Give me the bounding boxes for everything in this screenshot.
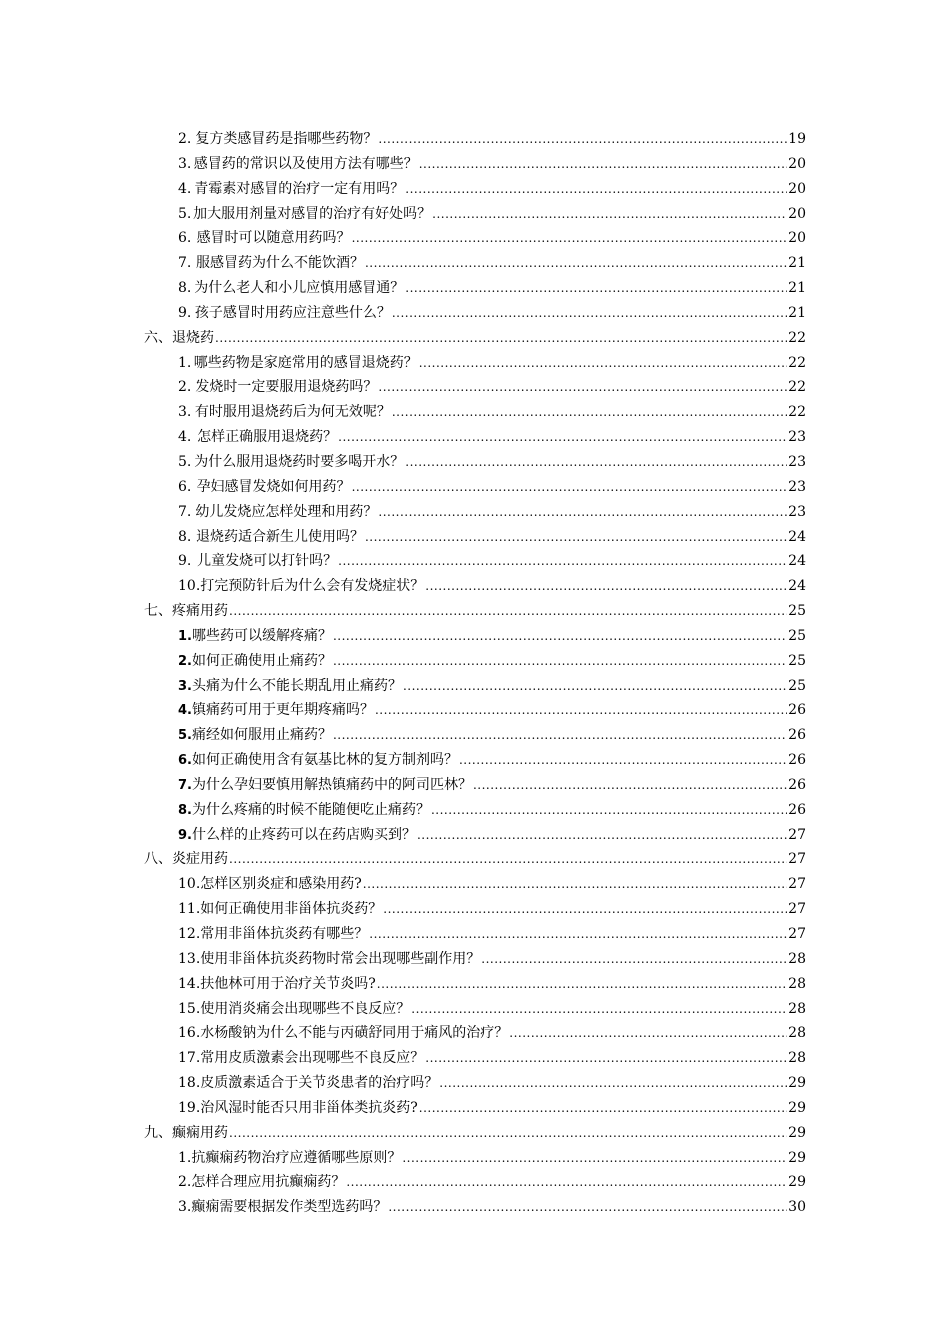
toc-entry[interactable]: [0, 547, 950, 572]
toc-page-number: 23: [788, 453, 806, 470]
toc-entry-number: 5.: [178, 728, 192, 744]
toc-page-number: 26: [788, 702, 806, 719]
toc-entry[interactable]: [0, 970, 950, 995]
toc-entry-title: 怎样区别炎症和感染用药?: [200, 876, 362, 893]
toc-entry-title: 为什么疼痛的时候不能随便吃止痛药？: [191, 801, 430, 818]
toc-entry[interactable]: [0, 125, 950, 150]
toc-entry-title: 九、癫痫用药: [144, 1124, 228, 1141]
toc-entry-title: 退烧药适合新生儿使用吗？: [195, 528, 364, 545]
toc-page-number: 22: [788, 379, 806, 396]
toc-page-number: 24: [788, 578, 806, 595]
toc-entry-number: 10.: [178, 578, 201, 595]
dot-leader: [509, 1026, 787, 1040]
toc-entry-title: 怎样合理应用抗癫痫药？: [191, 1174, 346, 1191]
toc-entry-number: 2.: [178, 379, 192, 396]
dot-leader: [377, 977, 787, 991]
toc-entry[interactable]: [0, 398, 950, 423]
dot-leader: [425, 1051, 787, 1065]
toc-entry-number: 5.: [178, 205, 192, 222]
toc-entry[interactable]: [0, 473, 950, 498]
toc-page-number: 25: [788, 652, 806, 669]
toc-page-number: 21: [788, 280, 806, 297]
toc-page-number: 28: [788, 1050, 806, 1067]
toc-entry[interactable]: [0, 622, 950, 647]
toc-entry-number: 6.: [178, 478, 192, 495]
toc-entry-number: 1.: [178, 628, 192, 644]
toc-entry-title: 头痛为什么不能长期乱用止痛药？: [191, 677, 402, 694]
dot-leader: [375, 703, 787, 717]
toc-entry-number: 8.: [178, 528, 192, 545]
toc-entry-title: 加大服用剂量对感冒的治疗有好处吗？: [193, 205, 432, 222]
toc-entry-title: 常用非甾体抗炎药有哪些？: [200, 926, 369, 942]
toc-entry[interactable]: [0, 448, 950, 473]
toc-entry-title: 痛经如何服用止痛药？: [191, 727, 332, 744]
toc-page-number: 29: [788, 1124, 806, 1141]
toc-entry[interactable]: [0, 995, 950, 1020]
toc-page-number: 21: [788, 304, 806, 321]
dot-leader: [419, 157, 787, 171]
toc-entry[interactable]: [0, 796, 950, 821]
toc-entry-number: 19.: [178, 1099, 201, 1116]
dot-leader: [365, 256, 787, 270]
toc-entry-title: 水杨酸钠为什么不能与丙磺舒同用于痛风的治疗？: [200, 1025, 509, 1042]
dot-leader: [439, 1076, 787, 1090]
toc-entry[interactable]: [0, 1044, 950, 1069]
toc-entry-title: 八、炎症用药: [144, 851, 228, 868]
toc-entry-number: 6.: [178, 230, 192, 247]
toc-entry[interactable]: [0, 895, 950, 920]
toc-entry-title: 孕妇感冒发烧如何用药？: [196, 478, 351, 495]
toc-entry-number: 10.: [178, 876, 201, 893]
toc-entry[interactable]: [0, 423, 950, 448]
toc-entry[interactable]: [0, 1144, 950, 1169]
toc-entry[interactable]: [0, 870, 950, 895]
toc-page-number: 20: [788, 205, 806, 222]
toc-entry-title: 癫痫需要根据发作类型选药吗？: [191, 1199, 388, 1216]
toc-entry-title: 感冒药的常识以及使用方法有哪些？: [193, 155, 418, 172]
dot-leader: [338, 430, 787, 444]
dot-leader: [419, 1101, 787, 1115]
toc-entry-number: 3.: [178, 155, 192, 172]
toc-page-number: 23: [788, 429, 806, 446]
toc-page-number: 28: [788, 975, 806, 992]
toc-entry[interactable]: [0, 349, 950, 374]
dot-leader: [473, 778, 787, 792]
toc-entry-title: 服感冒药为什么不能饮酒？: [195, 255, 364, 272]
dot-leader: [459, 753, 787, 767]
toc-entry-title: 为什么老人和小儿应慎用感冒通？: [194, 280, 405, 297]
dot-leader: [403, 679, 787, 693]
toc-entry-title: 治风湿时能否只用非甾体类抗炎药?: [200, 1099, 418, 1116]
toc-entry[interactable]: [0, 498, 950, 523]
toc-entry-title: 镇痛药可用于更年期疼痛吗？: [191, 702, 374, 719]
toc-entry-title: 儿童发烧可以打针吗？: [197, 553, 338, 570]
dot-leader: [388, 1200, 787, 1214]
toc-entry-title: 为什么孕妇要慎用解热镇痛药中的阿司匹林？: [191, 776, 472, 793]
toc-entry-title: 如何正确使用止痛药？: [191, 652, 332, 669]
toc-entry-number: 16.: [178, 1025, 201, 1042]
toc-page-number: 22: [788, 329, 806, 346]
toc-entry[interactable]: [0, 945, 950, 970]
toc-page-number: 29: [788, 1099, 806, 1116]
toc-entry-number: 4.: [178, 703, 192, 719]
toc-entry-title: 皮质激素适合于关节炎患者的治疗吗？: [200, 1075, 439, 1092]
toc-entry-number: 13.: [178, 950, 201, 967]
toc-entry-number: 15.: [178, 1000, 201, 1017]
toc-entry-number: 6.: [178, 753, 192, 769]
toc-entry-number: 9.: [178, 304, 192, 321]
toc-entry-title: 哪些药可以缓解疼痛？: [191, 627, 332, 644]
toc-page-number: 27: [788, 926, 806, 942]
toc-entry-number: 2.: [178, 653, 192, 669]
toc-entry[interactable]: [0, 647, 950, 672]
toc-entry-number: 9.: [178, 553, 192, 570]
toc-page-number: 26: [788, 752, 806, 769]
toc-entry-number: 18.: [178, 1075, 201, 1092]
toc-entry-number: 7.: [178, 503, 192, 520]
dot-leader: [378, 505, 787, 519]
dot-leader: [383, 902, 787, 916]
dot-leader: [363, 877, 787, 891]
toc-entry-number: 7.: [178, 255, 192, 272]
toc-entry-title: 哪些药物是家庭常用的感冒退烧药？: [193, 354, 418, 371]
toc-entry-number: 1.: [178, 354, 192, 371]
toc-page-number: 26: [788, 776, 806, 793]
dot-leader: [333, 629, 787, 643]
toc-page-number: 27: [788, 826, 806, 843]
toc-page-number: 23: [788, 503, 806, 520]
toc-entry-title: 复方类感冒药是指哪些药物？: [195, 131, 378, 147]
toc-entry-number: 17.: [178, 1050, 201, 1067]
toc-entry-title: 如何正确使用含有氨基比林的复方制剂吗？: [191, 752, 458, 769]
toc-entry[interactable]: [0, 1069, 950, 1094]
toc-entry-title: 使用非甾体抗炎药物时常会出现哪些副作用？: [200, 950, 481, 967]
dot-leader: [378, 380, 787, 394]
toc-page-number: 24: [788, 528, 806, 545]
toc-entry-number: 8.: [178, 280, 192, 297]
toc-entry-number: 2.: [178, 1174, 192, 1191]
dot-leader: [425, 579, 787, 593]
toc-entry[interactable]: [0, 150, 950, 175]
toc-entry[interactable]: [0, 299, 950, 324]
toc-page-number: 30: [788, 1199, 806, 1216]
toc-entry[interactable]: [0, 249, 950, 274]
dot-leader: [405, 281, 787, 295]
toc-page-number: 27: [788, 901, 806, 918]
toc-entry-title: 如何正确使用非甾体抗炎药？: [200, 901, 383, 918]
dot-leader: [346, 1175, 787, 1189]
dot-leader: [338, 554, 787, 568]
toc-entry[interactable]: [0, 746, 950, 771]
toc-entry[interactable]: [0, 572, 950, 597]
toc-entry-number: 1.: [178, 1149, 192, 1166]
toc-entry-title: 幼儿发烧应怎样处理和用药？: [195, 503, 378, 520]
toc-entry-title: 有时服用退烧药后为何无效呢？: [194, 404, 391, 421]
dot-leader: [333, 728, 787, 742]
toc-entry-title: 孩子感冒时用药应注意些什么？: [194, 304, 391, 321]
toc-entry[interactable]: [0, 274, 950, 299]
toc-page-number: 24: [788, 553, 806, 570]
dot-leader: [402, 1151, 787, 1165]
toc-page-number: 25: [788, 677, 806, 694]
toc-page-number: 25: [788, 603, 806, 620]
dot-leader: [352, 231, 788, 245]
toc-page-number: 29: [788, 1075, 806, 1092]
dot-leader: [215, 331, 787, 345]
toc-page-number: 29: [788, 1149, 806, 1166]
toc-entry-title: 感冒时可以随意用药吗？: [196, 230, 351, 247]
toc-page-number: 26: [788, 727, 806, 744]
dot-leader: [431, 803, 787, 817]
toc-entry[interactable]: [0, 771, 950, 796]
toc-section[interactable]: [0, 324, 950, 349]
dot-leader: [417, 828, 787, 842]
toc-entry[interactable]: [0, 696, 950, 721]
toc-page-number: 27: [788, 851, 806, 868]
dot-leader: [432, 207, 787, 221]
toc-page-number: 29: [788, 1174, 806, 1191]
toc-entry-number: 14.: [178, 975, 201, 992]
toc-page-number: 19: [788, 131, 806, 147]
toc-page-number: 23: [788, 478, 806, 495]
toc-entry-number: 12.: [178, 926, 201, 942]
toc-entry-number: 3.: [178, 678, 192, 694]
dot-leader: [405, 182, 787, 196]
toc-entry-title: 打完预防针后为什么会有发烧症状？: [200, 578, 425, 595]
toc-page-number: 28: [788, 1025, 806, 1042]
dot-leader: [229, 604, 787, 618]
toc-entry-number: 7.: [178, 777, 192, 793]
dot-leader: [369, 927, 787, 941]
toc-entry[interactable]: [0, 200, 950, 225]
toc-entry-number: 4.: [178, 429, 192, 446]
dot-leader: [365, 530, 787, 544]
toc-page-number: 20: [788, 180, 806, 197]
toc-entry-number: 8.: [178, 802, 192, 818]
dot-leader: [411, 1002, 787, 1016]
toc-entry[interactable]: [0, 224, 950, 249]
toc-entry[interactable]: [0, 920, 950, 945]
toc-entry-title: 什么样的止疼药可以在药店购买到？: [191, 826, 416, 843]
table-of-contents: [0, 125, 950, 1218]
toc-entry[interactable]: [0, 1193, 950, 1218]
toc-page-number: 26: [788, 801, 806, 818]
dot-leader: [392, 405, 787, 419]
toc-entry[interactable]: [0, 721, 950, 746]
toc-page-number: 21: [788, 255, 806, 272]
toc-entry[interactable]: [0, 373, 950, 398]
dot-leader: [352, 480, 788, 494]
toc-section[interactable]: [0, 845, 950, 870]
toc-entry-number: 2.: [178, 131, 192, 147]
toc-entry-number: 3.: [178, 1199, 192, 1216]
toc-entry[interactable]: [0, 1019, 950, 1044]
dot-leader: [405, 455, 787, 469]
dot-leader: [229, 852, 787, 866]
toc-section[interactable]: [0, 597, 950, 622]
toc-entry-number: 4.: [178, 180, 192, 197]
toc-entry[interactable]: [0, 672, 950, 697]
toc-entry-title: 青霉素对感冒的治疗一定有用吗？: [194, 180, 405, 197]
toc-entry-number: 9.: [178, 827, 192, 843]
toc-entry-number: 5.: [178, 453, 192, 470]
toc-section[interactable]: [0, 1119, 950, 1144]
toc-entry-title: 怎样正确服用退烧药？: [197, 429, 338, 446]
toc-entry-title: 扶他林可用于治疗关节炎吗?: [200, 975, 376, 992]
dot-leader: [419, 356, 787, 370]
toc-entry-number: 3.: [178, 404, 192, 421]
toc-page-number: 20: [788, 230, 806, 247]
toc-entry[interactable]: [0, 1168, 950, 1193]
toc-entry-title: 常用皮质激素会出现哪些不良反应？: [200, 1050, 425, 1067]
toc-page-number: 27: [788, 876, 806, 893]
toc-entry[interactable]: [0, 1094, 950, 1119]
dot-leader: [378, 132, 787, 146]
toc-entry-title: 为什么服用退烧药时要多喝开水？: [194, 453, 405, 470]
toc-page-number: 25: [788, 627, 806, 644]
toc-entry[interactable]: [0, 175, 950, 200]
dot-leader: [229, 1126, 787, 1140]
toc-entry-title: 六、退烧药: [144, 329, 214, 346]
toc-entry-title: 使用消炎痛会出现哪些不良反应？: [200, 1000, 411, 1017]
toc-page-number: 22: [788, 354, 806, 371]
toc-page-number: 20: [788, 155, 806, 172]
dot-leader: [392, 306, 787, 320]
toc-page-number: 22: [788, 404, 806, 421]
toc-entry-number: 11.: [178, 901, 201, 918]
toc-entry[interactable]: [0, 523, 950, 548]
toc-entry-title: 发烧时一定要服用退烧药吗？: [195, 379, 378, 396]
toc-entry-title: 七、疼痛用药: [144, 603, 228, 620]
toc-page-number: 28: [788, 950, 806, 967]
dot-leader: [481, 952, 787, 966]
dot-leader: [333, 654, 787, 668]
toc-entry-title: 抗癫痫药物治疗应遵循哪些原则？: [191, 1149, 402, 1166]
toc-entry[interactable]: [0, 821, 950, 846]
toc-page-number: 28: [788, 1000, 806, 1017]
